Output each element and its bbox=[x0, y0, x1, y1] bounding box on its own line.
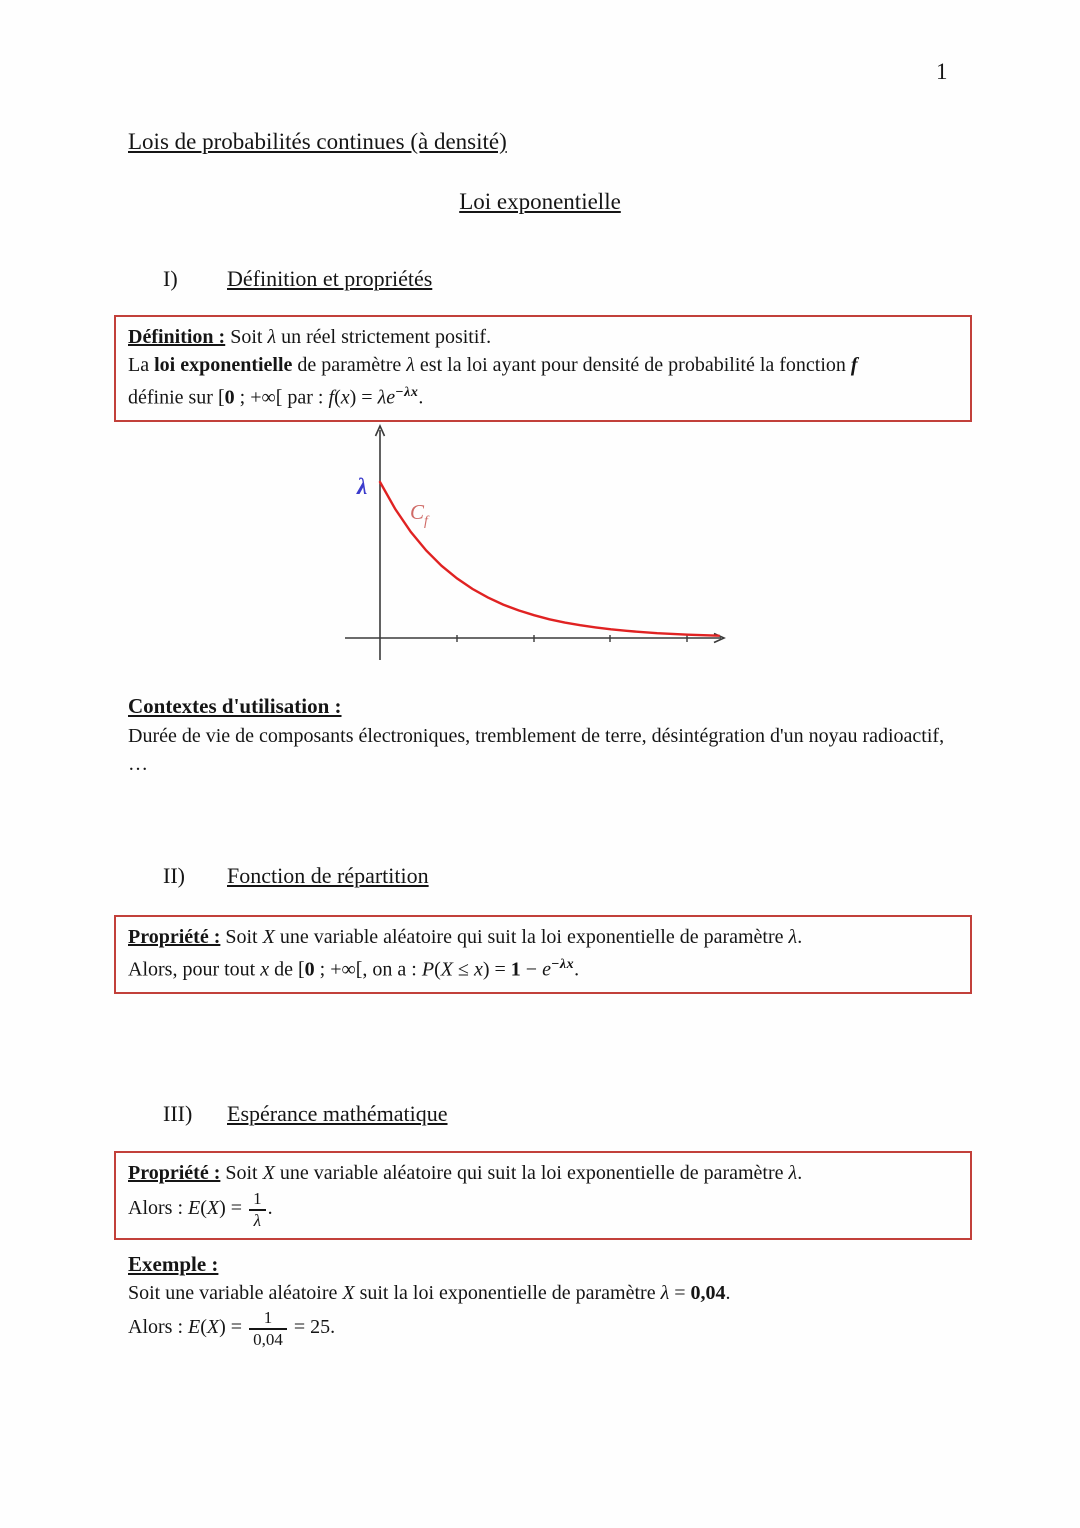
property-box-repartition bbox=[114, 915, 972, 994]
page-title: Lois de probabilités continues (à densité) bbox=[128, 129, 507, 154]
contexts-body: Durée de vie de composants électroniques, tremblement de terre, désintégration d'un noyau radioactif, … bbox=[128, 725, 945, 775]
density-graph bbox=[330, 418, 760, 668]
document-subtitle bbox=[0, 188, 1080, 216]
contexts-heading: Contextes d'utilisation : bbox=[128, 694, 342, 718]
definition-line-2: La loi exponentielle de paramètre λ est la loi ayant pour densité de probabilité la fonction f bbox=[128, 354, 858, 376]
section-3-heading: Espérance mathématique bbox=[227, 1101, 448, 1126]
property-repartition-line-1: Propriété : Soit X une variable aléatoire qui suit la loi exponentielle de paramètre λ. bbox=[128, 926, 803, 948]
definition-line-1: Définition : Soit λ un réel strictement positif. bbox=[128, 326, 492, 348]
section-1-heading: Définition et propriétés bbox=[227, 266, 433, 291]
curve-label: $C_f$ bbox=[410, 500, 428, 529]
property-box-esperance bbox=[114, 1151, 972, 1240]
section-3-row bbox=[163, 1100, 448, 1128]
property-esperance-line-1: Propriété : Soit X une variable aléatoire qui suit la loi exponentielle de paramètre λ. bbox=[128, 1162, 803, 1184]
section-2-numeral: II) bbox=[163, 863, 185, 888]
page-number: 1 bbox=[936, 59, 948, 84]
section-1-row bbox=[163, 265, 432, 293]
section-2-heading: Fonction de répartition bbox=[227, 863, 429, 888]
example-line-1: Soit une variable aléatoire X suit la loi exponentielle de paramètre λ = 0,04. bbox=[128, 1282, 731, 1304]
property-repartition-line-2: Alors, pour tout x de [0 ; +∞[, on a : $P(X \le x) = 1 - e^{-\lambda x}$. bbox=[128, 957, 580, 981]
example-heading: Exemple : bbox=[128, 1252, 219, 1276]
definition-line-3: définie sur [0 ; +∞[ par : $f(x) = \lambda e^{-\lambda x}$. bbox=[128, 385, 424, 409]
section-3-numeral: III) bbox=[163, 1101, 193, 1126]
lambda-axis-label: λ bbox=[357, 474, 368, 499]
definition-box bbox=[114, 315, 972, 422]
density-curve bbox=[380, 482, 719, 636]
section-1-numeral: I) bbox=[163, 266, 178, 291]
subtitle-text: Loi exponentielle bbox=[459, 189, 621, 214]
example-line-2: Alors : E(X) = $\frac{1}{0,04}$ = 25. bbox=[128, 1308, 336, 1349]
section-2-row bbox=[163, 862, 429, 890]
property-esperance-line-2: Alors : E(X) = $\frac{1}{\lambda}$ . bbox=[128, 1189, 273, 1230]
